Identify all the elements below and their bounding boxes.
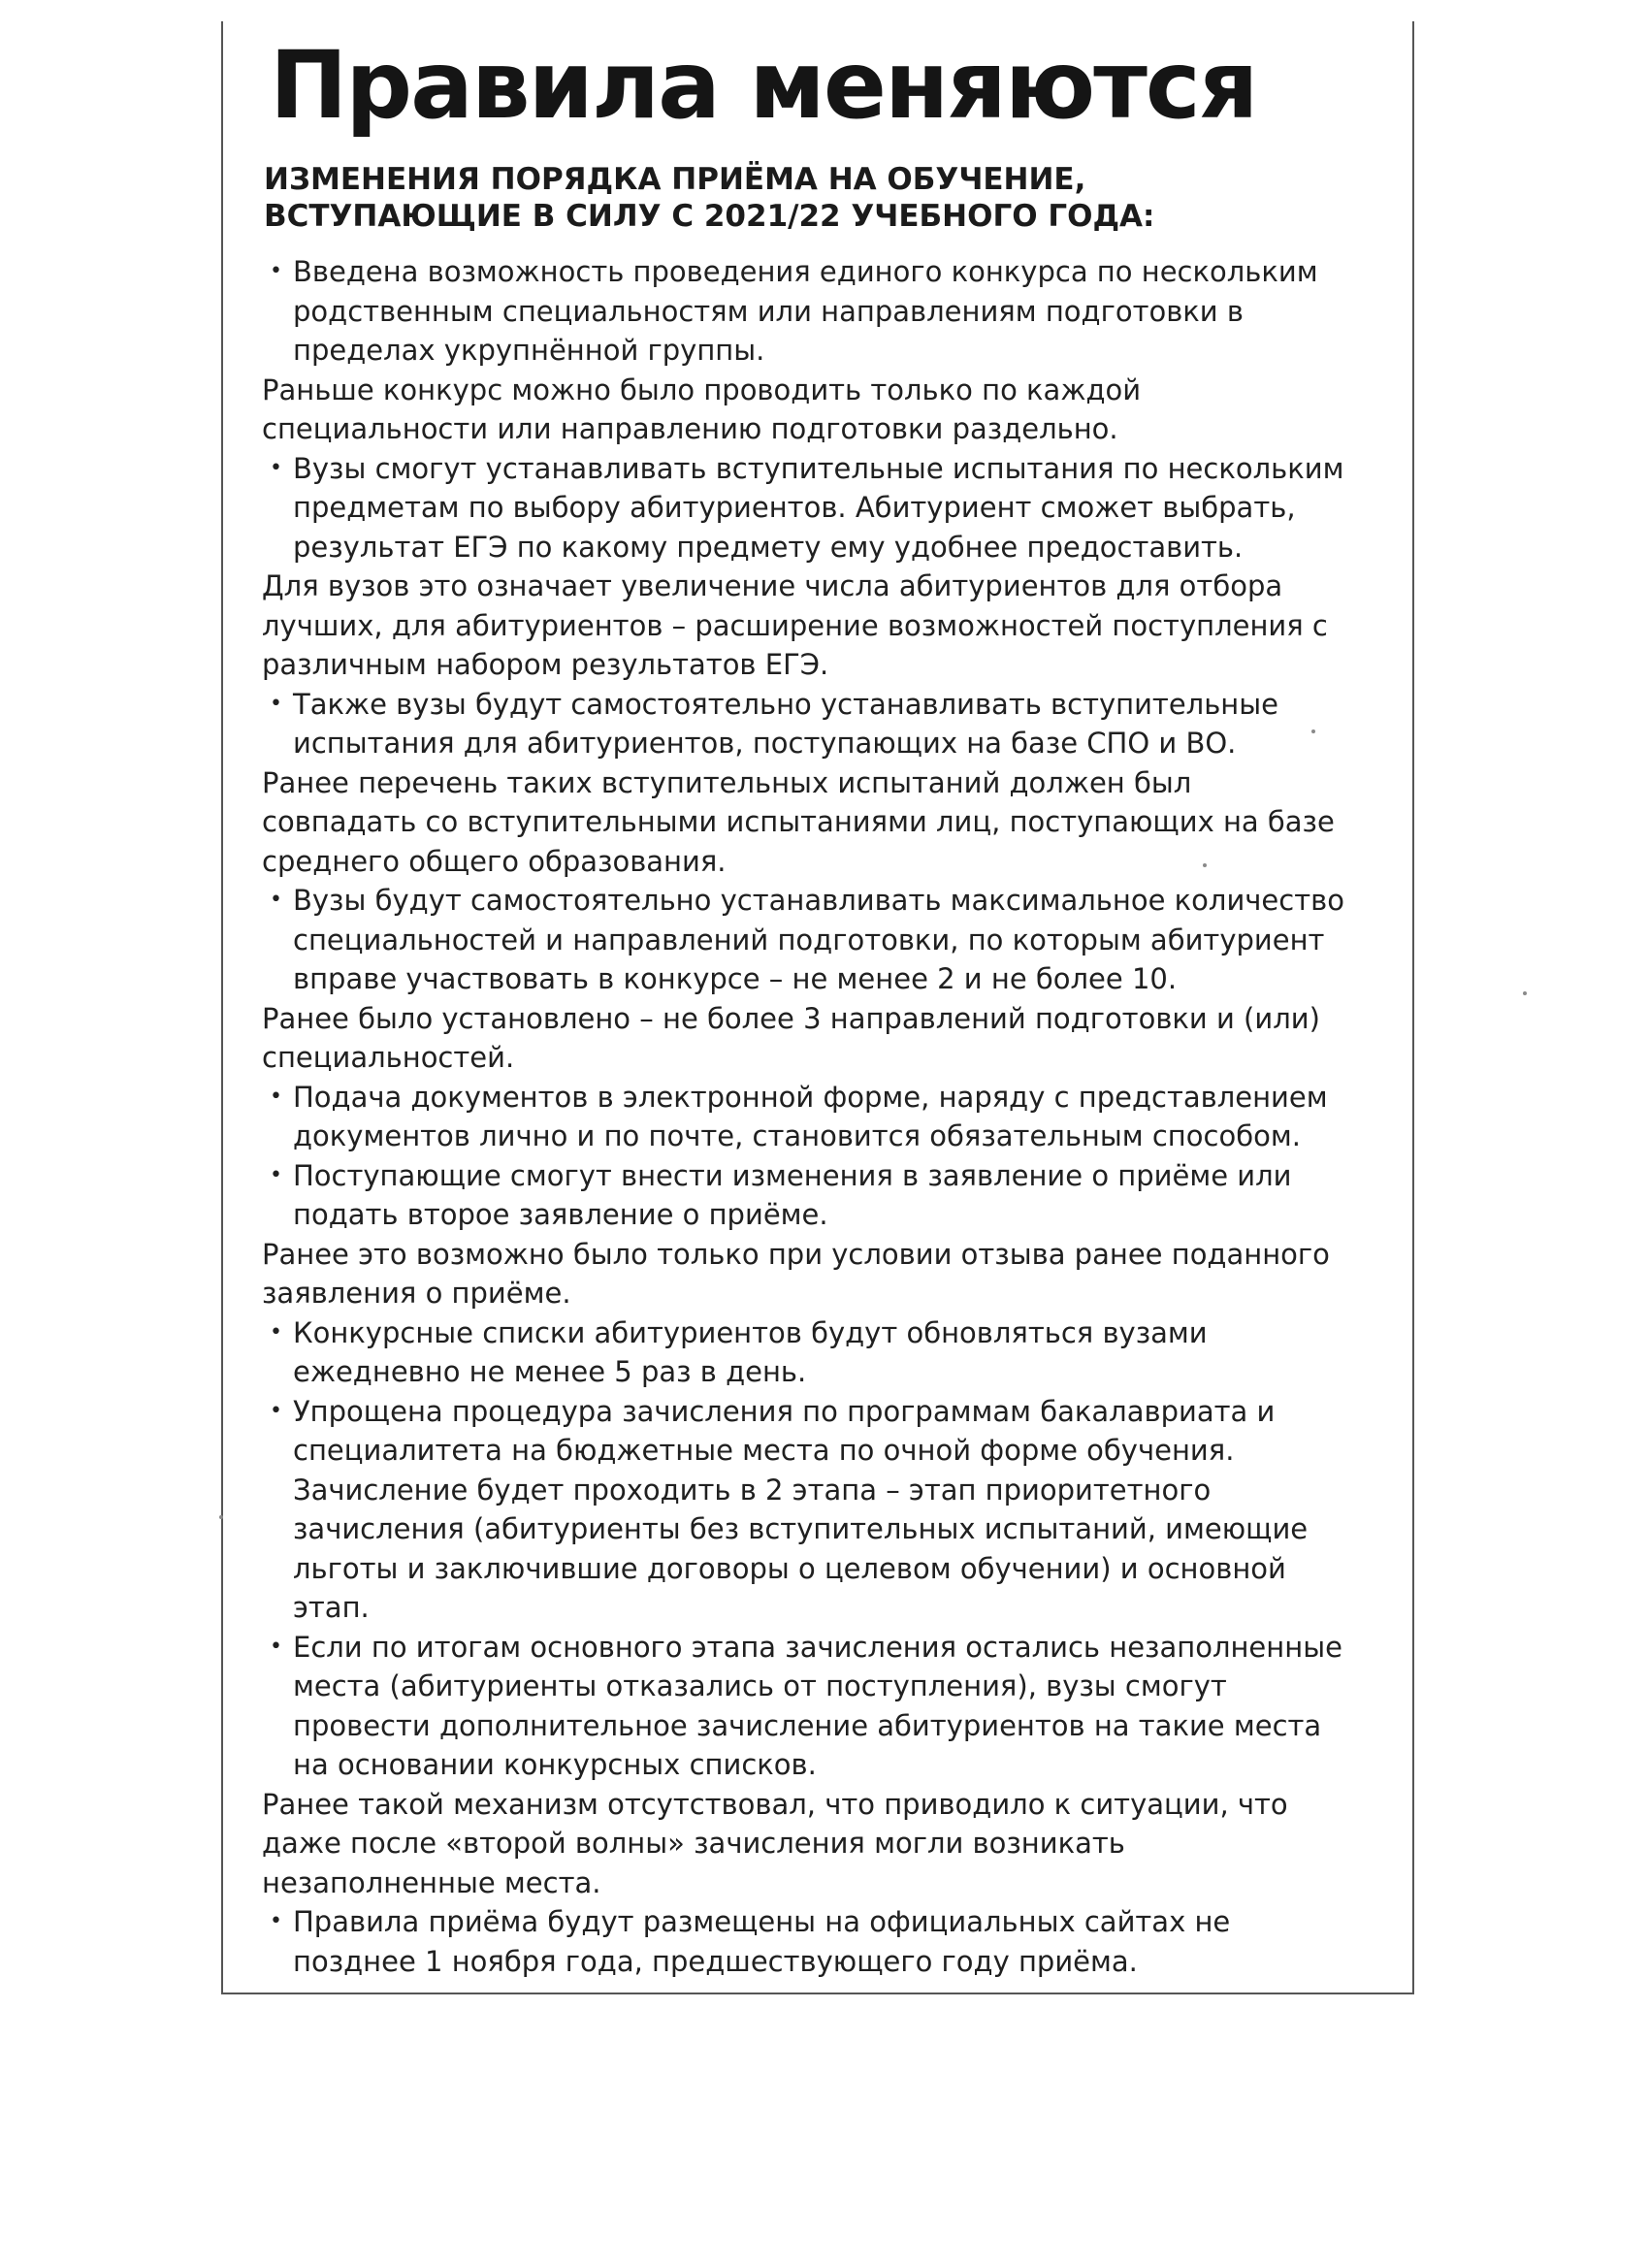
list-item-text: Подача документов в электронной форме, наряду с представлением документов лично и по почте, становится обязательным способом. [293, 1080, 1328, 1152]
list-item-text: Если по итогам основного этапа зачисления остались незаполненные места (абитуриенты отказались от поступления), вузы смогут провести дополнительное зачисление абитуриентов на такие места на основании конкурсных списков. [293, 1630, 1342, 1781]
bullet-icon: • [270, 691, 282, 716]
paragraph: Ранее было установлено – не более 3 направлений подготовки и (или) специальностей. [262, 1001, 1320, 1074]
scan-speck [1311, 729, 1315, 733]
list-item-text: Конкурсные списки абитуриентов будут обновляться вузами ежедневно не менее 5 раз в день. [293, 1315, 1208, 1388]
list-item-text: Вузы будут самостоятельно устанавливать максимальное количество специальностей и направлений подготовки, по которым абитуриент вправе участвовать в конкурсе – не менее 2 и не более 10. [293, 884, 1344, 995]
newspaper-clipping [221, 21, 1414, 1994]
bullet-icon: • [270, 1084, 282, 1109]
scan-speck [1203, 863, 1207, 867]
list-item [262, 685, 1350, 763]
paragraph: Ранее это возможно было только при условии отзыва ранее поданного заявления о приёме. [262, 1237, 1330, 1310]
scan-speck [1523, 991, 1527, 995]
paragraph: Для вузов это означает увеличение числа абитуриентов для отбора лучших, для абитуриентов – расширение возможностей поступления с различным набором результатов ЕГЭ. [262, 569, 1328, 681]
bullet-icon: • [270, 1162, 282, 1187]
list-item-text: Также вузы будут самостоятельно устанавливать вступительные испытания для абитуриентов, поступающих на базе СПО и ВО. [293, 687, 1278, 760]
bullet-icon: • [270, 1909, 282, 1933]
list-item [262, 1902, 1350, 1981]
headline: Правила меняются [270, 31, 1257, 140]
bullet-icon: • [270, 1319, 282, 1345]
list-item [262, 449, 1350, 567]
list-item [262, 252, 1350, 371]
paragraph: Раньше конкурс можно было проводить только по каждой специальности или направлению подготовки раздельно. [262, 373, 1142, 445]
list-item [262, 1392, 1350, 1628]
bullet-icon: • [270, 259, 282, 283]
list-item [262, 1156, 1350, 1235]
bullet-icon: • [270, 1398, 282, 1423]
list-item-text: Введена возможность проведения единого конкурса по нескольким родственным специальностям или направлениям подготовки в пределах укрупнённой группы. [293, 255, 1318, 367]
paragraph: Ранее такой механизм отсутствовал, что приводило к ситуации, что даже после «второй волны» зачисления могли возникать незаполненные места. [262, 1787, 1288, 1899]
bullet-icon: • [270, 455, 282, 480]
list-item-text: Правила приёма будут размещены на официальных сайтах не позднее 1 ноября года, предшествующего году приёма. [293, 1905, 1231, 1978]
list-item [262, 881, 1350, 999]
article-body [262, 252, 1350, 1981]
bullet-icon: • [270, 1634, 282, 1659]
list-item-text: Упрощена процедура зачисления по программам бакалавриата и специалитета на бюджетные места по очной форме обучения. Зачисление будет проходить в 2 этапа – этап приоритетного зачисления (абитуриенты без вступительных испытаний, имеющие льготы и заключившие договоры о целевом обучении) и основной этап. [293, 1394, 1309, 1624]
paragraph: Ранее перечень таких вступительных испытаний должен был совпадать со вступительными испытаниями лиц, поступающих на базе среднего общего образования. [262, 765, 1335, 878]
list-item-text: Поступающие смогут внести изменения в заявление о приёме или подать второе заявление о приёме. [293, 1158, 1292, 1231]
bullet-icon: • [270, 888, 282, 912]
scan-speck [219, 1515, 223, 1519]
list-item [262, 1078, 1350, 1156]
list-item-text: Вузы смогут устанавливать вступительные испытания по нескольким предметам по выбору абитуриентов. Абитуриент сможет выбрать, результат ЕГЭ по какому предмету ему удобнее предоставить. [293, 451, 1344, 564]
list-item [262, 1628, 1350, 1785]
list-item [262, 1313, 1350, 1392]
subheading: ИЗМЕНЕНИЯ ПОРЯДКА ПРИЁМА НА ОБУЧЕНИЕ, ВСТУПАЮЩИЕ В СИЛУ С 2021/22 УЧЕБНОГО ГОДА: [264, 162, 1155, 234]
